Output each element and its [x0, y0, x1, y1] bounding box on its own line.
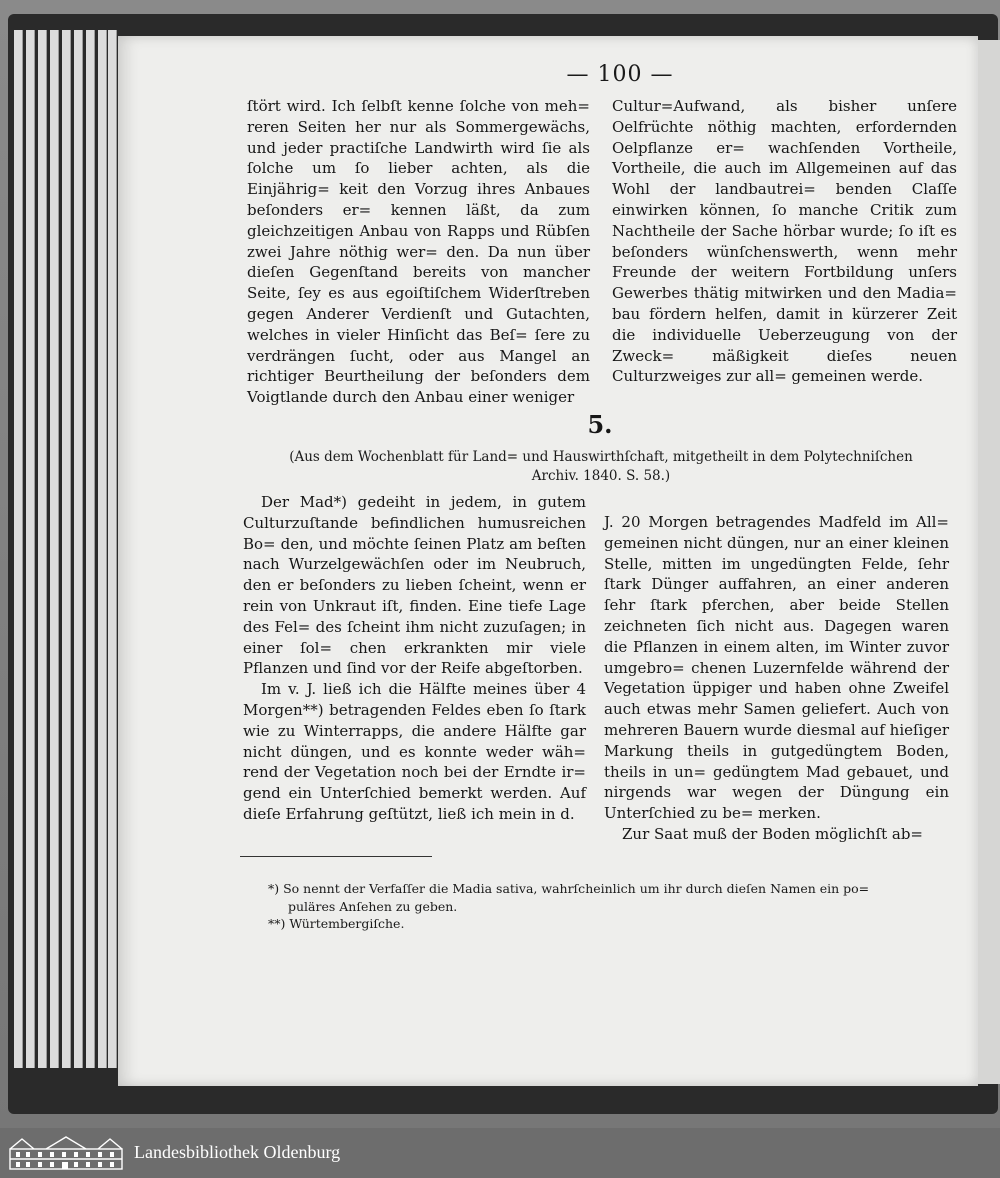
footnote-2: **) Würtembergiſche.	[268, 916, 405, 931]
paragraph: Cultur=Aufwand, als bisher unſere Oelfrüchte nöthig machten, erfordernden Oelpflanze er= wachſenden Vortheile, Vortheile, die auch im Allgemeinen auf das Wohl der landbautrei= benden Claſſe einwirken können, ſo manche Critik zum Nachtheile der Sache hörbar wurde; ſo iſt es beſonders wünſchenswerth, wenn mehr Freunde der weitern Fortbildung unſers Gewerbes thätig mitwirken und den Madia= bau fördern helfen, damit in kürzerer Zeit die individuelle Ueberzeugung von der Zweck= mäßigkeit dieſes neuen Culturzweiges zur all= gemeinen werde.	[612, 97, 957, 386]
paragraph: Zur Saat muß der Boden möglichſt ab=	[622, 824, 924, 843]
footnote-1-continuation: puläres Anſehen zu geben.	[288, 898, 458, 914]
footnotes	[268, 880, 948, 933]
section-number: 5.	[587, 410, 613, 439]
paragraph: Im v. J. ließ ich die Hälfte meines über 4 Morgen**) betragenden Feldes eben ſo ſtark wie zu Winterrapps, die andere Hälfte gar nicht düngen, und es konnte weder wäh= rend der Vegetation noch bei der Erndte ir= gend ein Unterſchied bemerkt werden. Auf dieſe Erfahrung geſtützt, ließ ich mein in d.	[243, 680, 586, 823]
text-column-top-right	[612, 96, 957, 387]
page-edge	[26, 30, 35, 1068]
library-building-icon	[8, 1135, 124, 1171]
page-edge	[86, 30, 95, 1068]
page-edge	[62, 30, 71, 1068]
page-number: — 100 —	[566, 62, 674, 87]
footnote-1: *) So nennt der Verfaſſer die Madia sativa, wahrſcheinlich um ihr durch dieſen Namen ein po=	[268, 881, 870, 896]
paragraph: J. 20 Morgen betragendes Madfeld im All= gemeinen nicht düngen, nur an einer kleinen Stelle, mitten im ungedüngten Felde, ſehr ſtark Dünger auffahren, an einer anderen ſehr ſtark pferchen, aber beide Stellen zeichneten ſich nicht aus. Dagegen waren die Pflanzen in einem alten, im Winter zuvor umgebro= chenen Luzernfelde während der Vegetation üppiger und haben ohne Zweifel auch etwas mehr Samen geliefert. Auch von mehreren Bauern wurde diesmal auf hieſiger Markung theils in gutgedüngtem Boden, theils in un= gedüngtem Mad gebauet, und nirgends war wegen der Düngung ein Unterſchied zu be= merken.	[604, 513, 949, 823]
paragraph: Der Mad*) gedeiht in jedem, in gutem Culturzuſtande befindlichen humusreichen Bo= den, und möchte ſeinen Platz am beſten nach Wurzelgewächſen oder im Neubruch, den er beſonders zu lieben ſcheint, wenn er rein von Unkraut iſt, finden. Eine tiefe Lage des Fel= des ſcheint ihm nicht zuzuſagen; in einer ſol= chen erkrankten mir viele Pflanzen und ſind vor der Reife abgeſtorben.	[243, 493, 586, 678]
source-citation: (Aus dem Wochenblatt für Land= und Hauswirthſchaft, mitgetheilt in dem Polytechniſchen Archiv. 1840. S. 58.)	[289, 449, 913, 484]
page-edge	[108, 30, 117, 1068]
library-footer-bar	[0, 1128, 1000, 1178]
text-column-bottom-right	[604, 512, 949, 845]
text-column-bottom-left	[243, 492, 586, 825]
footnote-divider	[240, 856, 432, 857]
page-edge	[74, 30, 83, 1068]
library-name: Landesbibliothek Oldenburg	[134, 1142, 341, 1162]
next-page-edge	[978, 40, 1000, 1084]
text-column-top-left	[247, 96, 590, 408]
page-edge	[38, 30, 47, 1068]
page-edge	[14, 30, 23, 1068]
paragraph: ſtört wird. Ich ſelbſt kenne ſolche von meh= reren Seiten her nur als Sommergewächs, und jeder practiſche Landwirth wird ſie als ſolche um ſo lieber achten, als die Einjährig= keit den Vorzug ihres Anbaues beſonders er= kennen läßt, da zum gleichzeitigen Anbau von Rapps und Rübſen zwei Jahre nöthig wer= den. Da nun über dieſen Gegenſtand bereits von mancher Seite, ſey es aus egoiſtiſchem Widerſtreben gegen Anderer Verdienſt und Gutachten, welches in vieler Hinſicht das Beſ= ſere zu verdrängen ſucht, oder aus Mangel an richtiger Beurtheilung der beſonders dem Voigtlande durch den Anbau einer weniger	[247, 97, 590, 407]
page-edge	[98, 30, 107, 1068]
page-edge	[50, 30, 59, 1068]
